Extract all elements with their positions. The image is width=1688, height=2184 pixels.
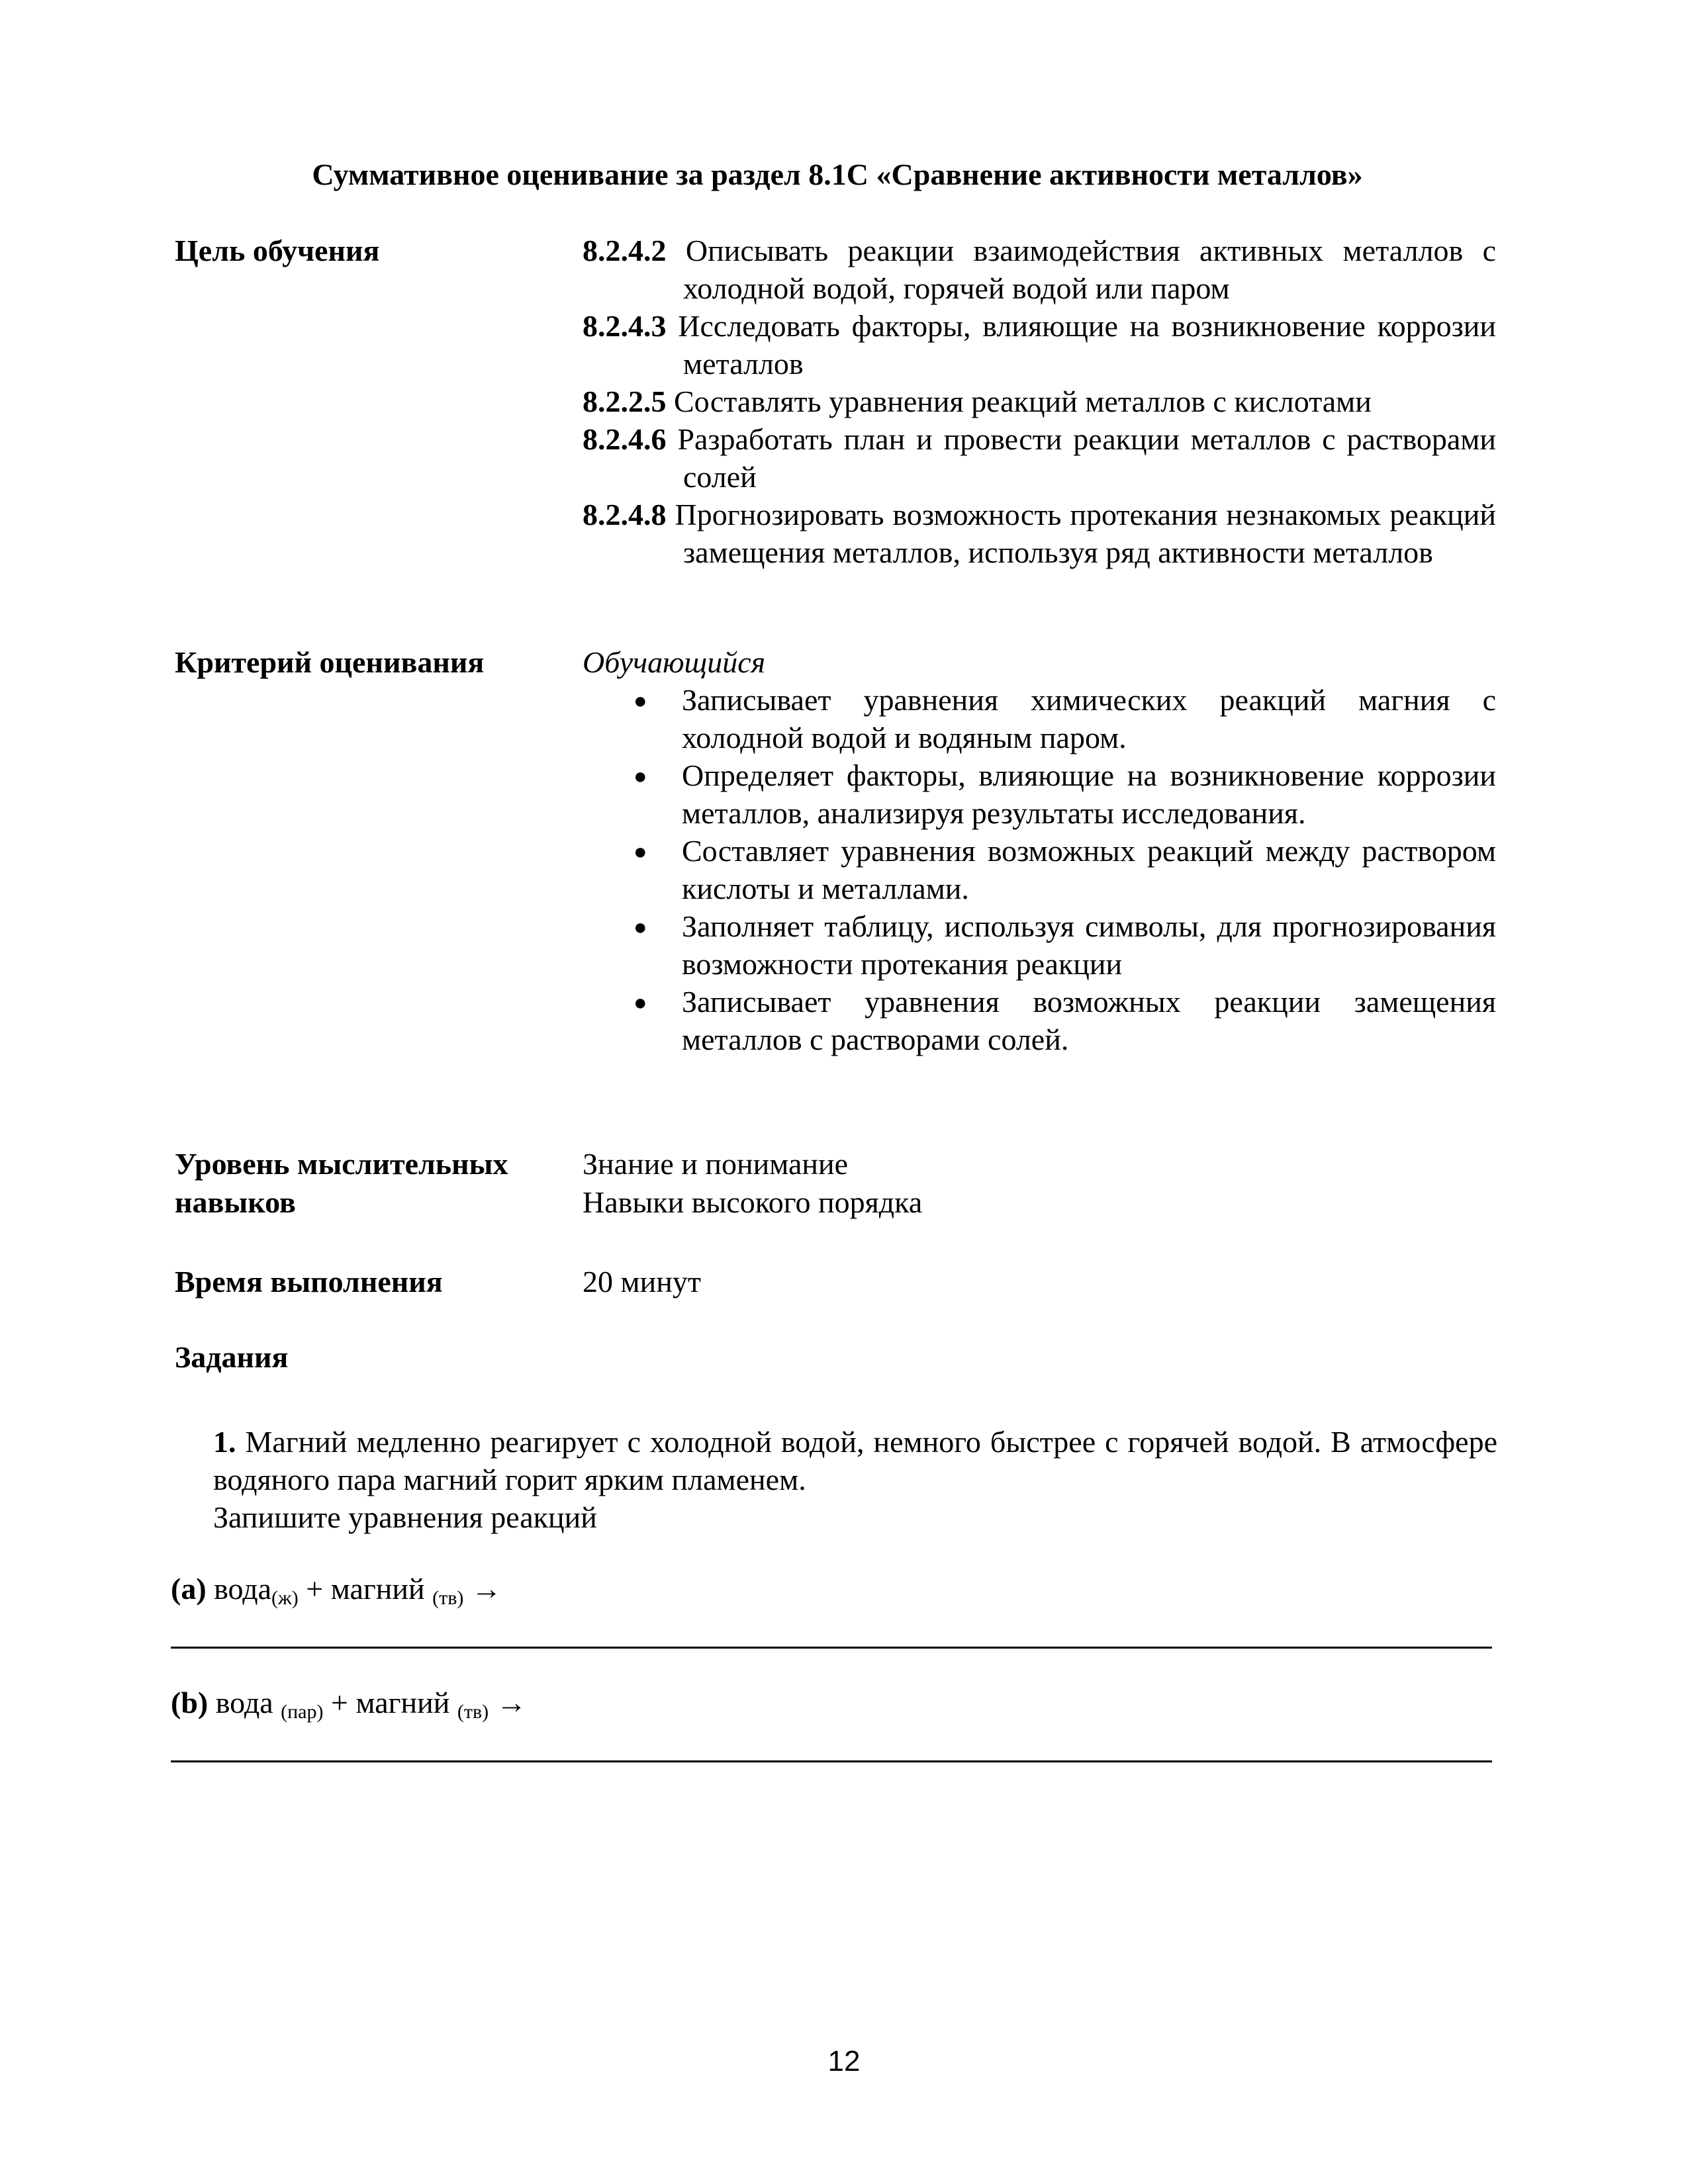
objective-item	[583, 496, 1496, 571]
equation-a-water: вода	[214, 1572, 272, 1606]
answer-line-a[interactable]	[171, 1647, 1492, 1649]
equation-b-magnesium: + магний	[331, 1686, 450, 1719]
tasks-heading: Задания	[175, 1340, 289, 1374]
task-number: 1.	[213, 1425, 236, 1459]
task-1	[213, 1423, 1497, 1536]
objective-text: Исследовать факторы, влияющие на возникновение коррозии металлов	[678, 309, 1496, 381]
objective-code: 8.2.4.6	[583, 422, 667, 456]
objective-code: 8.2.2.5	[583, 385, 667, 418]
page-title: Суммативное оценивание за раздел 8.1С «Сравнение активности металлов»	[312, 158, 1363, 191]
objective-item	[583, 420, 1496, 496]
equation-a-magnesium: + магний	[306, 1572, 425, 1606]
objective-text: Разработать план и провести реакции металлов с растворами солей	[677, 422, 1496, 494]
equation-a-state-liquid: (ж)	[271, 1587, 299, 1609]
bullet-icon: ●	[633, 764, 647, 789]
criteria-text: Определяет факторы, влияющие на возникновение коррозии металлов, анализируя результаты исследования.	[682, 758, 1496, 830]
learning-objectives-list	[583, 232, 1496, 571]
answer-line-b[interactable]	[171, 1760, 1492, 1762]
thinking-skills-values	[583, 1145, 1496, 1222]
objective-item	[583, 232, 1496, 307]
thinking-skills-label-line1: Уровень мыслительных	[175, 1147, 508, 1181]
objective-text: Прогнозировать возможность протекания незнакомых реакций замещения металлов, используя ряд активности металлов	[675, 498, 1497, 569]
objective-text: Составлять уравнения реакций металлов с кислотами	[674, 385, 1372, 418]
equation-b-state-steam: (пар)	[281, 1701, 324, 1723]
criteria-text: Заполняет таблицу, используя символы, для прогнозирования возможности протекания реакции	[682, 909, 1496, 981]
criteria-item	[583, 681, 1496, 756]
thinking-skill-value: Навыки высокого порядка	[583, 1185, 923, 1219]
criteria-item	[583, 756, 1496, 832]
equation-a	[171, 1570, 502, 1608]
objective-code: 8.2.4.2	[583, 234, 667, 267]
equation-b-state-solid: (тв)	[457, 1701, 489, 1723]
thinking-skill-value: Знание и понимание	[583, 1147, 849, 1181]
bullet-icon: ●	[633, 915, 647, 940]
time-value: 20 минут	[583, 1265, 701, 1298]
criteria-text: Составляет уравнения возможных реакций между раствором кислоты и металлами.	[682, 834, 1496, 905]
objective-item	[583, 383, 1496, 420]
task-1-text: Магний медленно реагирует с холодной водой, немного быстрее с горячей водой. В атмосфере водяного пара магний горит ярким пламенем.	[213, 1425, 1497, 1496]
arrow-icon: →	[496, 1686, 527, 1719]
criteria-item	[583, 832, 1496, 907]
bullet-icon: ●	[633, 840, 647, 864]
criteria-text: Записывает уравнения возможных реакции замещения металлов с растворами солей.	[682, 985, 1496, 1056]
objective-text: Описывать реакции взаимодействия активных металлов с холодной водой, горячей водой или паром	[683, 234, 1497, 305]
thinking-skills-label-line2: навыков	[175, 1185, 296, 1219]
arrow-icon: →	[471, 1572, 502, 1606]
learning-objectives-label: Цель обучения	[175, 234, 380, 267]
bullet-icon: ●	[633, 689, 647, 713]
thinking-skills-label	[175, 1145, 508, 1222]
criteria-list	[583, 681, 1496, 1058]
task-1-text-block	[213, 1423, 1497, 1498]
criteria-item	[583, 907, 1496, 983]
equation-b-water: вода	[215, 1686, 273, 1719]
objective-item	[583, 307, 1496, 383]
time-label: Время выполнения	[175, 1265, 443, 1298]
criteria-label: Критерий оценивания	[175, 645, 485, 679]
equation-a-state-solid: (тв)	[432, 1587, 464, 1609]
task-1-instruction: Запишите уравнения реакций	[213, 1500, 597, 1534]
criteria-block	[583, 643, 1496, 1058]
criteria-item	[583, 983, 1496, 1058]
page-number: 12	[827, 2045, 861, 2077]
equation-b	[171, 1684, 527, 1722]
learner-heading: Обучающийся	[583, 645, 766, 679]
bullet-icon: ●	[633, 991, 647, 1015]
equation-b-label: (b)	[171, 1686, 209, 1719]
objective-code: 8.2.4.8	[583, 498, 667, 531]
equation-a-label: (a)	[171, 1572, 207, 1606]
criteria-text: Записывает уравнения химических реакций магния с холодной водой и водяным паром.	[682, 683, 1496, 754]
objective-code: 8.2.4.3	[583, 309, 667, 343]
